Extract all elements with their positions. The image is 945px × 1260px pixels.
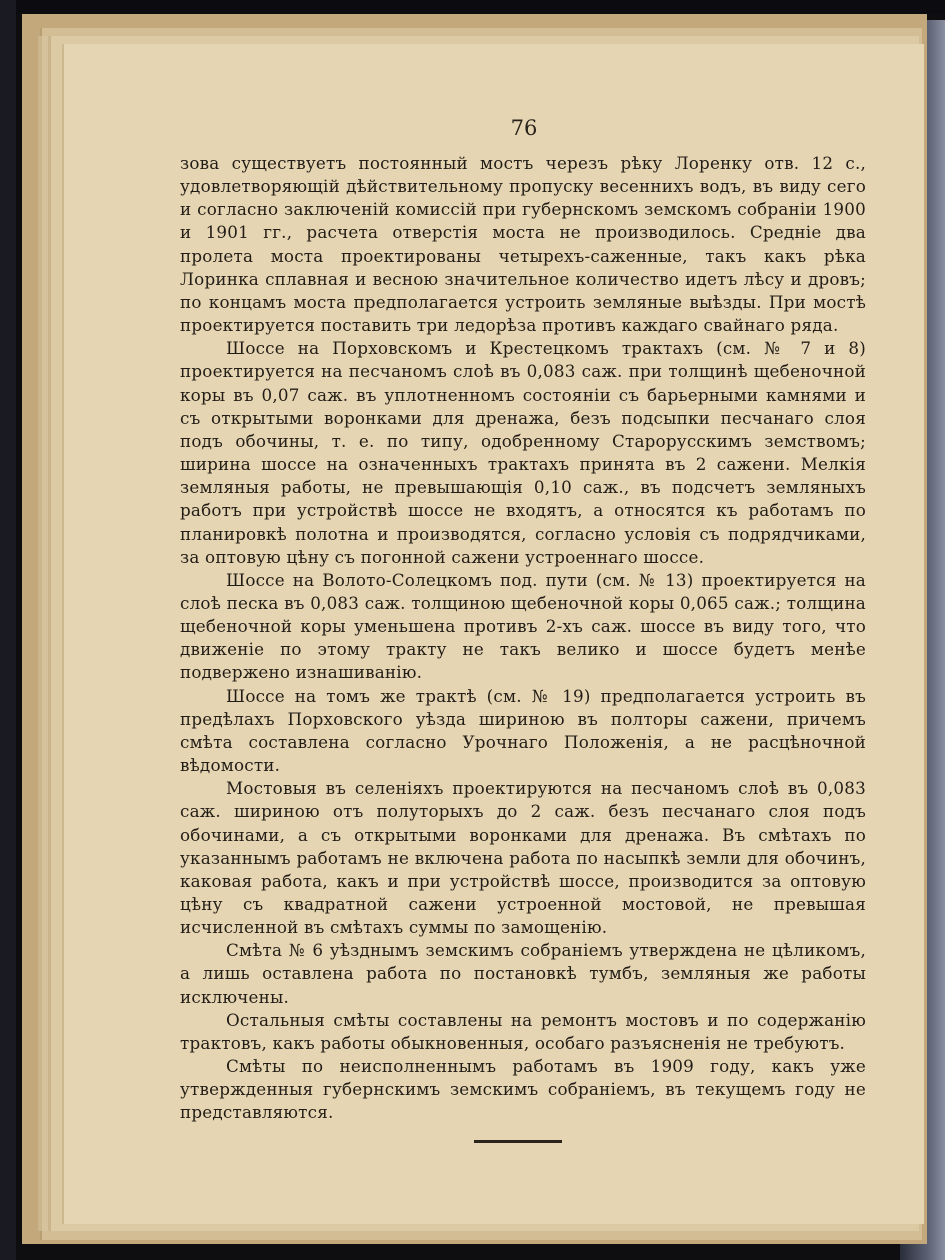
paragraph-5: Мостовыя въ селеніяхъ проектируются на песчаномъ слоѣ въ 0,083 саж. шириною отъ полуторыхъ до 2 саж. безъ песчанаго слоя подъ обочинами, а съ открытыми воронками для дренажа. Въ смѣтахъ по указаннымъ работамъ не включена работа по насыпкѣ земли для обочинъ, каковая работа, какъ и при устройствѣ шоссе, производится за оптовую цѣну съ квадратной сажени устроенной мостовой, не превышая исчисленной въ смѣтахъ суммы по замощенію. [180, 778, 866, 938]
paragraph-4: Шоссе на томъ же трактѣ (см. № 19) предполагается устроить въ предѣлахъ Порховского уѣзда шириною въ полторы сажени, причемъ смѣта составлена согласно Урочнаго Положенія, а не расцѣночной вѣдомости. [180, 685, 866, 776]
book-cover-left [0, 0, 16, 1260]
paragraph-2: Шоссе на Порховскомъ и Крестецкомъ трактахъ (см. № 7 и 8) проектируется на песчаномъ слоѣ въ 0,083 саж. при толщинѣ щебеночной коры въ 0,07 саж. въ уплотненномъ состояніи съ барьерными камнями и съ открытыми воронками для дренажа, безъ подсыпки песчанаго слоя подъ обочины, т. е. по типу, одобренному Старорусскимъ земствомъ; ширина шоссе на означенныхъ трактахъ принята въ 2 сажени. Мелкія земляныя работы, не превышающія 0,10 саж., въ подсчетъ земляныхъ работъ при устройствѣ шоссе не входятъ, а относятся къ работамъ по планировкѣ полотна и производятся, согласно условія съ подрядчиками, за оптовую цѣну съ погонной сажени устроеннаго шоссе. [180, 338, 866, 567]
page-number: 76 [510, 116, 538, 140]
book-cover-top [0, 0, 945, 14]
body-text [180, 152, 866, 1125]
paragraph-1: зова существуетъ постоянный мостъ черезъ рѣку Лоренку отв. 12 с., удовлетворяющій дѣйствительному пропуску весеннихъ водъ, въ виду сего и согласно заключеній комиссій при губернскомъ земскомъ собраніи 1900 и 1901 гг., расчета отверстія моста не производилось. Средніе два пролета моста проектированы четырехъ-саженные, такъ какъ рѣка Лоринка сплавная и весною значительное количество идетъ лѣсу и дровъ; по концамъ моста предполагается устроить земляные выѣзды. При мостѣ проектируется поставить три ледорѣза противъ каждаго свайнаго ряда. [180, 153, 866, 336]
paragraph-6: Смѣта № 6 уѣзднымъ земскимъ собраніемъ утверждена не цѣликомъ, а лишь оставлена работа по постановкѣ тумбъ, земляныя же работы исключены. [180, 940, 866, 1007]
paragraph-3: Шоссе на Волото-Солецкомъ под. пути (см. № 13) проектируется на слоѣ песка въ 0,083 саж. толщиною щебеночной коры 0,065 саж.; толщина щебеночной коры уменьшена противъ 2-хъ саж. шоссе въ виду того, что движеніе по этому тракту не такъ велико и шоссе будетъ менѣе подвержено изнашиванію. [180, 569, 866, 683]
end-rule [474, 1140, 562, 1143]
paragraph-7: Остальныя смѣты составлены на ремонтъ мостовъ и по содержанію трактовъ, какъ работы обыкновенныя, особаго разъясненія не требуютъ. [180, 1009, 866, 1053]
paragraph-8: Смѣты по неисполненнымъ работамъ въ 1909 году, какъ уже утвержденныя губернскимъ земскимъ собраніемъ, въ текущемъ году не представляются. [180, 1056, 866, 1123]
